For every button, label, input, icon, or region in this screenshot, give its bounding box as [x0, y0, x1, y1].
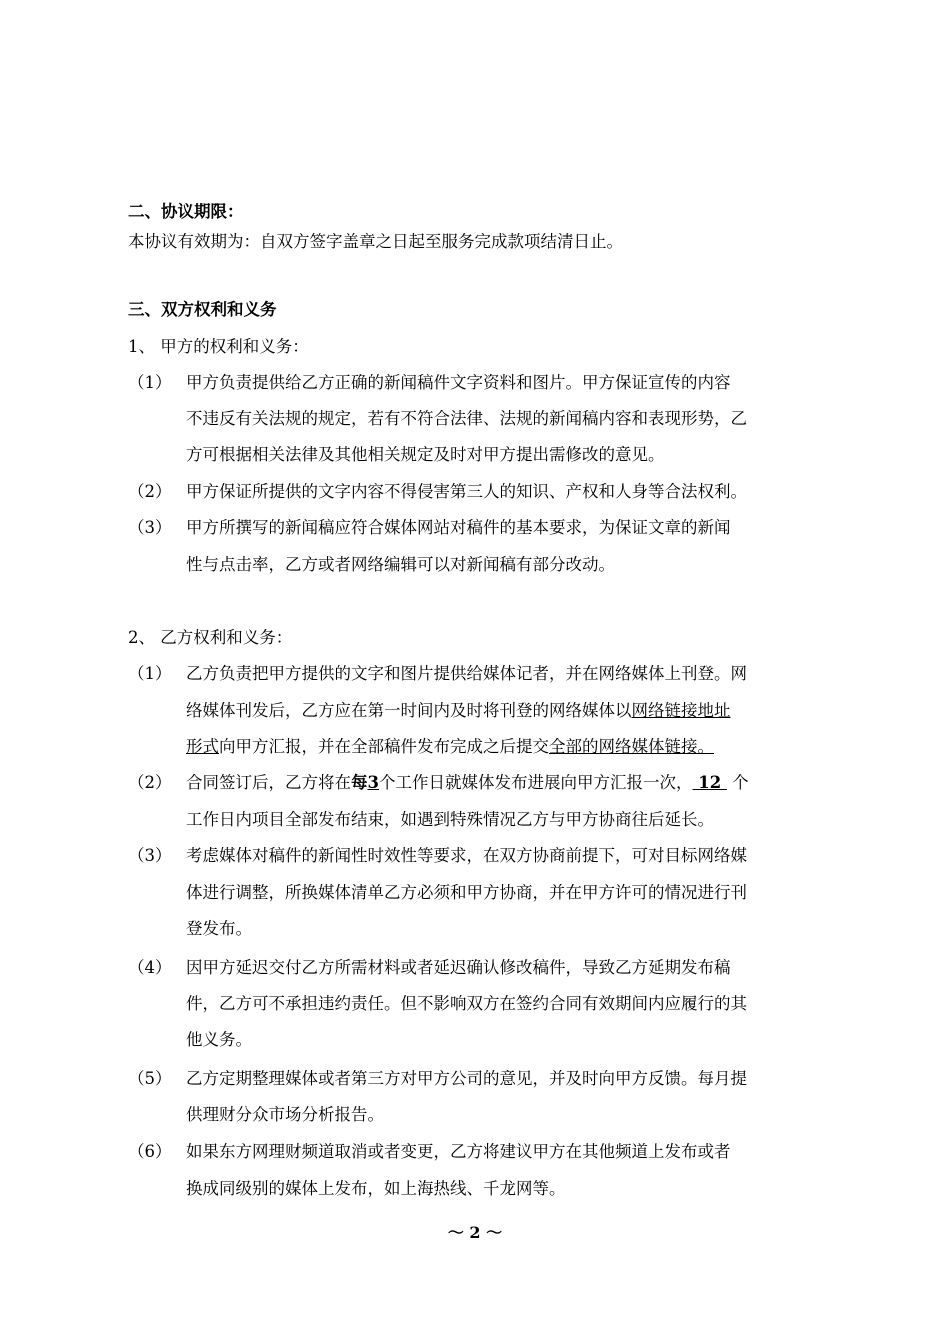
party-b-title: 2、 乙方权利和义务：: [128, 628, 293, 647]
list-item-line: 供理财分众市场分析报告。: [186, 1105, 384, 1124]
list-item-line: 体进行调整，所换媒体清单乙方必须和甲方协商，并在甲方许可的情况进行刊: [186, 883, 747, 902]
list-item-line: 性与点击率，乙方或者网络编辑可以对新闻稿有部分改动。: [186, 555, 615, 574]
section-heading-rights: 三、双方权利和义务: [128, 300, 277, 319]
list-item-line: 换成同级别的媒体上发布，如上海热线、千龙网等。: [186, 1179, 566, 1198]
list-number: （3）: [128, 846, 172, 865]
list-number: （1）: [128, 664, 172, 683]
underlined-text: 形式: [186, 737, 219, 756]
list-item-line: [186, 735, 714, 759]
list-item-line: 工作日内项目全部发布结束，如遇到特殊情况乙方与甲方协商往后延长。: [186, 810, 714, 829]
list-number: （1）: [128, 373, 172, 392]
list-item-line: 甲方所撰写的新闻稿应符合媒体网站对稿件的基本要求，为保证文章的新闻: [186, 518, 731, 537]
party-a-title: 1、 甲方的权利和义务：: [128, 337, 309, 356]
page-number: ～ 2 ～: [447, 1223, 503, 1242]
list-item-line: 甲方保证所提供的文字内容不得侵害第三人的知识、产权和人身等合法权利。: [186, 482, 747, 501]
text-run: 络媒体刊发后，乙方应在第一时间内及时将刊登的网络媒体以: [186, 701, 632, 720]
bold-text: 每: [351, 773, 368, 792]
list-item-line: 他义务。: [186, 1030, 252, 1049]
term-text: 本协议有效期为：自双方签字盖章之日起至服务完成款项结清日止。: [128, 232, 623, 251]
text-run: 个: [726, 773, 749, 792]
list-item-line: [186, 771, 749, 795]
underlined-text: 全部的网络媒体链接。: [549, 737, 714, 756]
list-item-line: 甲方负责提供给乙方正确的新闻稿件文字资料和图片。甲方保证宣传的内容: [186, 373, 731, 392]
bold-underlined-number: 12: [692, 773, 727, 792]
list-item-line: 登发布。: [186, 919, 252, 938]
list-item-line: 方可根据相关法律及其他相关规定及时对甲方提出需修改的意见。: [186, 445, 665, 464]
list-item-line: [186, 699, 731, 723]
text-run: 个工作日就媒体发布进展向甲方汇报一次，: [378, 773, 693, 792]
list-number: （4）: [128, 958, 172, 977]
text-run: 向甲方汇报，并在全部稿件发布完成之后提交: [219, 737, 549, 756]
list-item-line: 如果东方网理财频道取消或者变更，乙方将建议甲方在其他频道上发布或者: [186, 1142, 731, 1161]
list-number: （6）: [128, 1142, 172, 1161]
list-item-line: 因甲方延迟交付乙方所需材料或者延迟确认修改稿件，导致乙方延期发布稿: [186, 958, 731, 977]
list-number: （3）: [128, 518, 172, 537]
list-item-line: 不违反有关法规的规定，若有不符合法律、法规的新闻稿内容和表现形势，乙: [186, 409, 747, 428]
list-number: （2）: [128, 773, 172, 792]
bold-underlined-number: 3: [367, 773, 379, 792]
list-item-line: 乙方定期整理媒体或者第三方对甲方公司的意见，并及时向甲方反馈。每月提: [186, 1069, 747, 1088]
underlined-text: 网络链接地址: [631, 701, 731, 720]
list-number: （5）: [128, 1069, 172, 1088]
text-run: 合同签订后，乙方将在: [186, 773, 351, 792]
list-item-line: 考虑媒体对稿件的新闻性时效性等要求，在双方协商前提下，可对目标网络媒: [186, 846, 747, 865]
section-heading-term: 二、协议期限：: [128, 202, 244, 221]
list-number: （2）: [128, 482, 172, 501]
list-item-line: 件，乙方可不承担违约责任。但不影响双方在签约合同有效期间内应履行的其: [186, 994, 747, 1013]
list-item-line: 乙方负责把甲方提供的文字和图片提供给媒体记者，并在网络媒体上刊登。网: [186, 664, 747, 683]
